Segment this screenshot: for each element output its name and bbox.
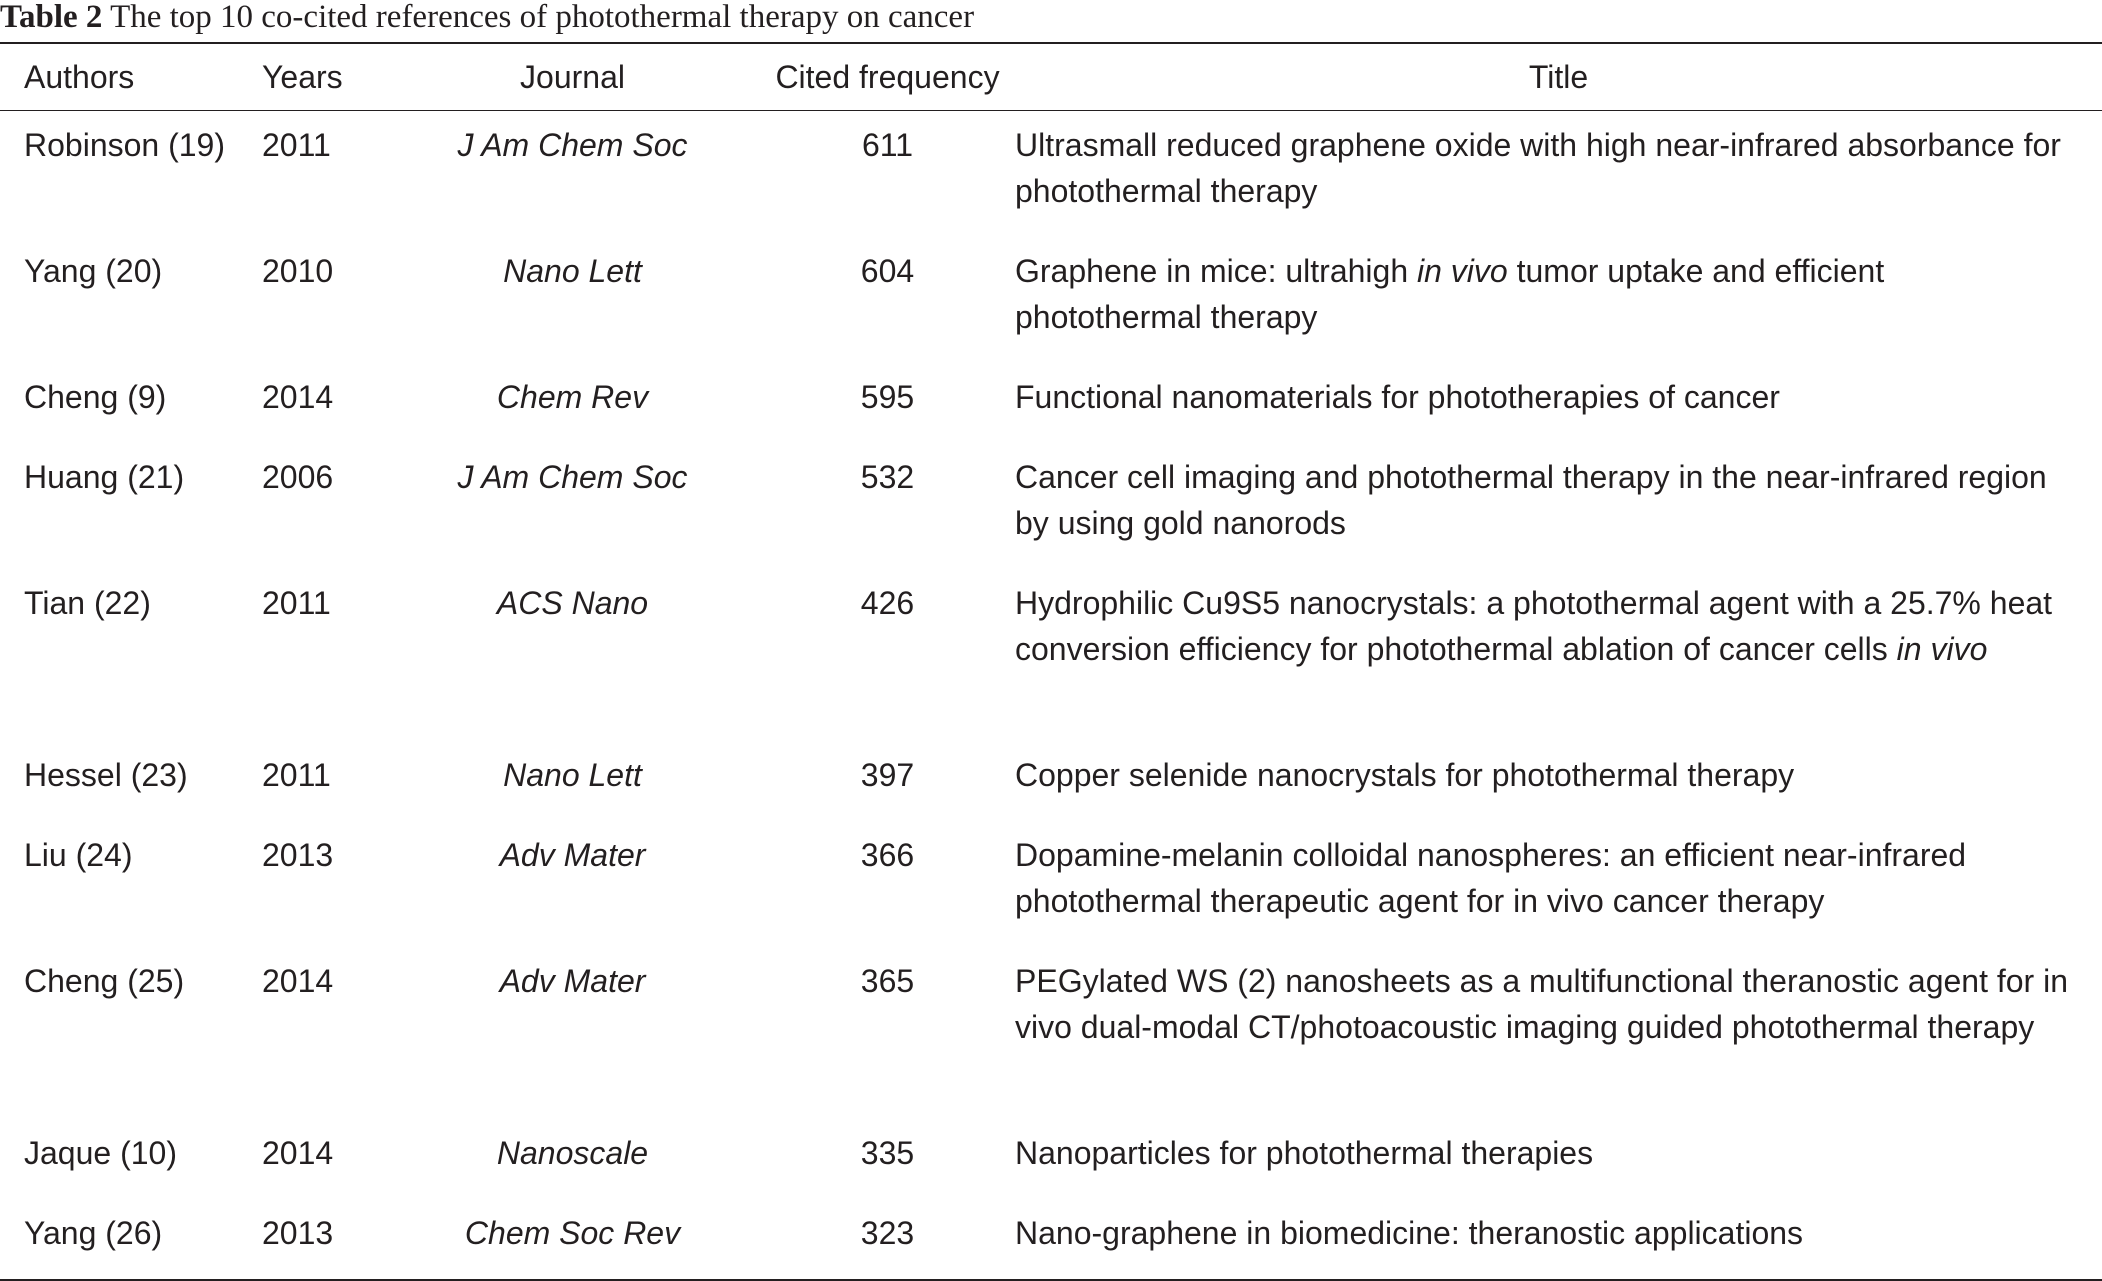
cell-cited-frequency: 366 [860, 837, 915, 873]
cell-cited-frequency: 604 [860, 253, 915, 289]
header-row [0, 43, 2102, 111]
title-segment: PEGylated WS (2) nanosheets as a multifunctional theranostic agent for in vivo dual-modal CT/photoacoustic imaging guided photothermal therapy [1015, 963, 2068, 1045]
cell-authors: Yang (26) [24, 1215, 163, 1251]
cell-journal: Nano Lett [503, 757, 642, 793]
cell-title [1015, 237, 2102, 363]
cell-authors: Robinson (19) [24, 127, 225, 163]
cell-year: 2006 [262, 459, 334, 495]
cell-authors: Cheng (25) [24, 963, 185, 999]
column-header-journal: Journal [385, 43, 760, 111]
cell-authors: Huang (21) [24, 459, 185, 495]
column-header-authors: Authors [0, 43, 250, 111]
cell-year: 2013 [262, 837, 334, 873]
cell-title [1015, 569, 2102, 741]
cell-year: 2014 [262, 1135, 334, 1171]
column-header-cited-frequency: Cited frequency [760, 43, 1015, 111]
cell-title [1015, 363, 2102, 443]
column-header-years: Years [250, 43, 385, 111]
cell-year: 2013 [262, 1215, 334, 1251]
title-segment: tumor uptake and efficient photothermal therapy [1015, 253, 1885, 335]
table-row [0, 363, 2102, 443]
title-segment: Dopamine-melanin colloidal nanospheres: an efficient near-infrared photothermal therapeutic agent for in vivo cancer therapy [1015, 837, 1967, 919]
cell-cited-frequency: 532 [860, 459, 915, 495]
title-segment: Nanoparticles for photothermal therapies [1015, 1135, 1594, 1171]
cell-authors: Liu (24) [24, 837, 133, 873]
cell-authors: Tian (22) [24, 585, 151, 621]
title-segment: Graphene in mice: ultrahigh [1015, 253, 1417, 289]
cell-journal: Nanoscale [496, 1135, 649, 1171]
table-caption [0, 0, 974, 40]
cell-cited-frequency: 335 [860, 1135, 915, 1171]
title-segment: Nano-graphene in biomedicine: theranostic applications [1015, 1215, 1804, 1251]
cell-title [1015, 443, 2102, 569]
cell-year: 2011 [262, 585, 331, 621]
cell-cited-frequency: 426 [860, 585, 915, 621]
table-caption-label: Table 2 [0, 0, 103, 35]
cell-title [1015, 821, 2102, 947]
cell-title [1015, 1119, 2102, 1199]
title-segment: Ultrasmall reduced graphene oxide with high near-infrared absorbance for photothermal therapy [1015, 127, 2061, 209]
co-cited-references-table [0, 42, 2102, 1281]
cell-journal: Chem Rev [496, 379, 649, 415]
cell-title [1015, 1199, 2102, 1280]
title-segment: Hydrophilic Cu9S5 nanocrystals: a photothermal agent with a 25.7% heat conversion efficiency for photothermal ablation of cancer cells [1015, 585, 2053, 667]
table-row [0, 821, 2102, 947]
table-row [0, 1119, 2102, 1199]
cell-cited-frequency: 323 [860, 1215, 915, 1251]
cell-year: 2011 [262, 757, 331, 793]
table-row [0, 947, 2102, 1119]
cell-journal: Adv Mater [499, 963, 646, 999]
cell-authors: Yang (20) [24, 253, 163, 289]
table-row [0, 111, 2102, 238]
column-header-title: Title [1015, 43, 2102, 111]
title-segment: Copper selenide nanocrystals for photothermal therapy [1015, 757, 1795, 793]
title-segment: Functional nanomaterials for phototherapies of cancer [1015, 379, 1780, 415]
cell-journal: J Am Chem Soc [457, 459, 688, 495]
cell-authors: Cheng (9) [24, 379, 167, 415]
cell-journal: ACS Nano [496, 585, 649, 621]
cell-cited-frequency: 397 [860, 757, 915, 793]
title-segment: Cancer cell imaging and photothermal therapy in the near-infrared region by using gold nanorods [1015, 459, 2047, 541]
cell-year: 2014 [262, 379, 334, 415]
table-header [0, 43, 2102, 111]
cell-title [1015, 111, 2102, 238]
table-row [0, 569, 2102, 741]
table-caption-text: The top 10 co-cited references of photothermal therapy on cancer [110, 0, 975, 35]
cell-year: 2011 [262, 127, 331, 163]
cell-cited-frequency: 595 [860, 379, 915, 415]
cell-journal: J Am Chem Soc [457, 127, 688, 163]
table-row [0, 741, 2102, 821]
cell-cited-frequency: 611 [861, 127, 913, 163]
table-row [0, 1199, 2102, 1280]
cell-journal: Adv Mater [499, 837, 646, 873]
cell-title [1015, 947, 2102, 1119]
title-segment-italic: in vivo [1417, 253, 1508, 289]
cell-authors: Jaque (10) [24, 1135, 177, 1171]
table-row [0, 237, 2102, 363]
title-segment-italic: in vivo [1896, 631, 1988, 667]
cell-cited-frequency: 365 [860, 963, 915, 999]
cell-journal: Nano Lett [503, 253, 642, 289]
cell-year: 2010 [262, 253, 334, 289]
cell-authors: Hessel (23) [24, 757, 188, 793]
cell-title [1015, 741, 2102, 821]
cell-journal: Chem Soc Rev [464, 1215, 681, 1251]
table-row [0, 443, 2102, 569]
cell-year: 2014 [262, 963, 334, 999]
table-body [0, 111, 2102, 1281]
